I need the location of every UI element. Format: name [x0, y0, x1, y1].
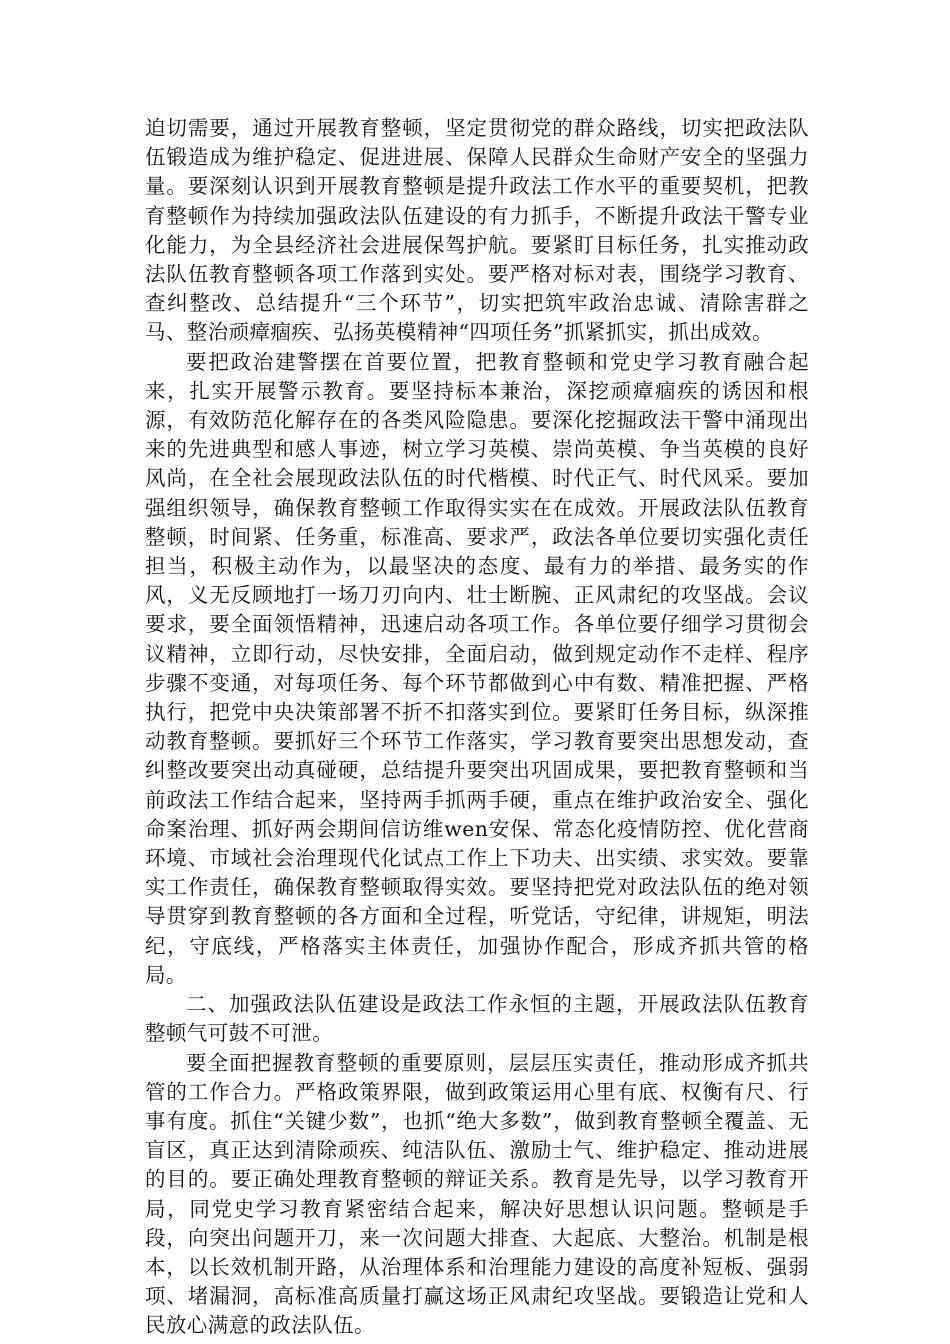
- section-heading-2: 二、加强政法队伍建设是政法工作永恒的主题，开展政法队伍教育整顿气可鼓不可泄。: [145, 992, 809, 1046]
- document-body: [145, 114, 809, 1341]
- paragraph-2: 要把政治建警摆在首要位置，把教育整顿和党史学习教育融合起来，扎实开展警示教育。要坚持标本兼治，深挖顽瘴痼疾的诱因和根源，有效防范化解存在的各类风险隐患。要深化挖掘政法干警中涌现出来的先进典型和感人事迹，树立学习英模、崇尚英模、争当英模的良好风尚，在全社会展现政法队伍的时代楷模、时代正气、时代风采。要加强组织领导，确保教育整顿工作取得实实在在成效。开展政法队伍教育整顿，时间紧、任务重，标准高、要求严，政法各单位要切实强化责任担当，积极主动作为，以最坚决的态度、最有力的举措、最务实的作风，义无反顾地打一场刀刃向内、壮士断腕、正风肃纪的攻坚战。会议要求，要全面领悟精神，迅速启动各项工作。各单位要仔细学习贯彻会议精神，立即行动，尽快安排，全面启动，做到规定动作不走样、程序步骤不变通，对每项任务、每个环节都做到心中有数、精准把握、严格执行，把党中央决策部署不折不扣落实到位。要紧盯任务目标，纵深推动教育整顿。要抓好三个环节工作落实，学习教育要突出思想发动，查纠整改要突出动真碰硬，总结提升要突出巩固成果，要把教育整顿和当前政法工作结合起来，坚持两手抓两手硬，重点在维护政治安全、强化命案治理、抓好两会期间信访维wen安保、常态化疫情防控、优化营商环境、市域社会治理现代化试点工作上下功夫、出实绩、求实效。要靠实工作责任，确保教育整顿取得实效。要坚持把党对政法队伍的绝对领导贯穿到教育整顿的各方面和全过程，听党话，守纪律，讲规矩，明法纪，守底线，严格落实主体责任，加强协作配合，形成齐抓共管的格局。: [145, 349, 809, 987]
- paragraph-3: 要全面把握教育整顿的重要原则，层层压实责任，推动形成齐抓共管的工作合力。严格政策界限，做到政策运用心里有底、权衡有尺、行事有度。抓住“关键少数”，也抓“绝大多数”，做到教育整顿全覆盖、无盲区，真正达到清除顽疾、纯洁队伍、激励士气、维护稳定、推动进展的目的。要正确处理教育整顿的辩证关系。教育是先导，以学习教育开局，同党史学习教育紧密结合起来，解决好思想认识问题。整顿是手段，向突出问题开刀，来一次问题大排查、大起底、大整治。机制是根本，以长效机制开路，从治理体系和治理能力建设的高度补短板、强弱项、堵漏洞，高标准高质量打赢这场正风肃纪攻坚战。要锻造让党和人民放心满意的政法队伍。: [145, 1050, 809, 1338]
- paragraph-1: 迫切需要，通过开展教育整顿，坚定贯彻党的群众路线，切实把政法队伍锻造成为维护稳定、促进进展、保障人民群众生命财产安全的坚强力量。要深刻认识到开展教育整顿是提升政法工作水平的重要契机，把教育整顿作为持续加强政法队伍建设的有力抓手，不断提升政法干警专业化能力，为全县经济社会进展保驾护航。要紧盯目标任务，扎实推动政法队伍教育整顿各项工作落到实处。要严格对标对表，围绕学习教育、查纠整改、总结提升“三个环节”，切实把筑牢政治忠诚、清除害群之马、整治顽瘴痼疾、弘扬英模精神“四项任务”抓紧抓实，抓出成效。: [145, 116, 809, 345]
